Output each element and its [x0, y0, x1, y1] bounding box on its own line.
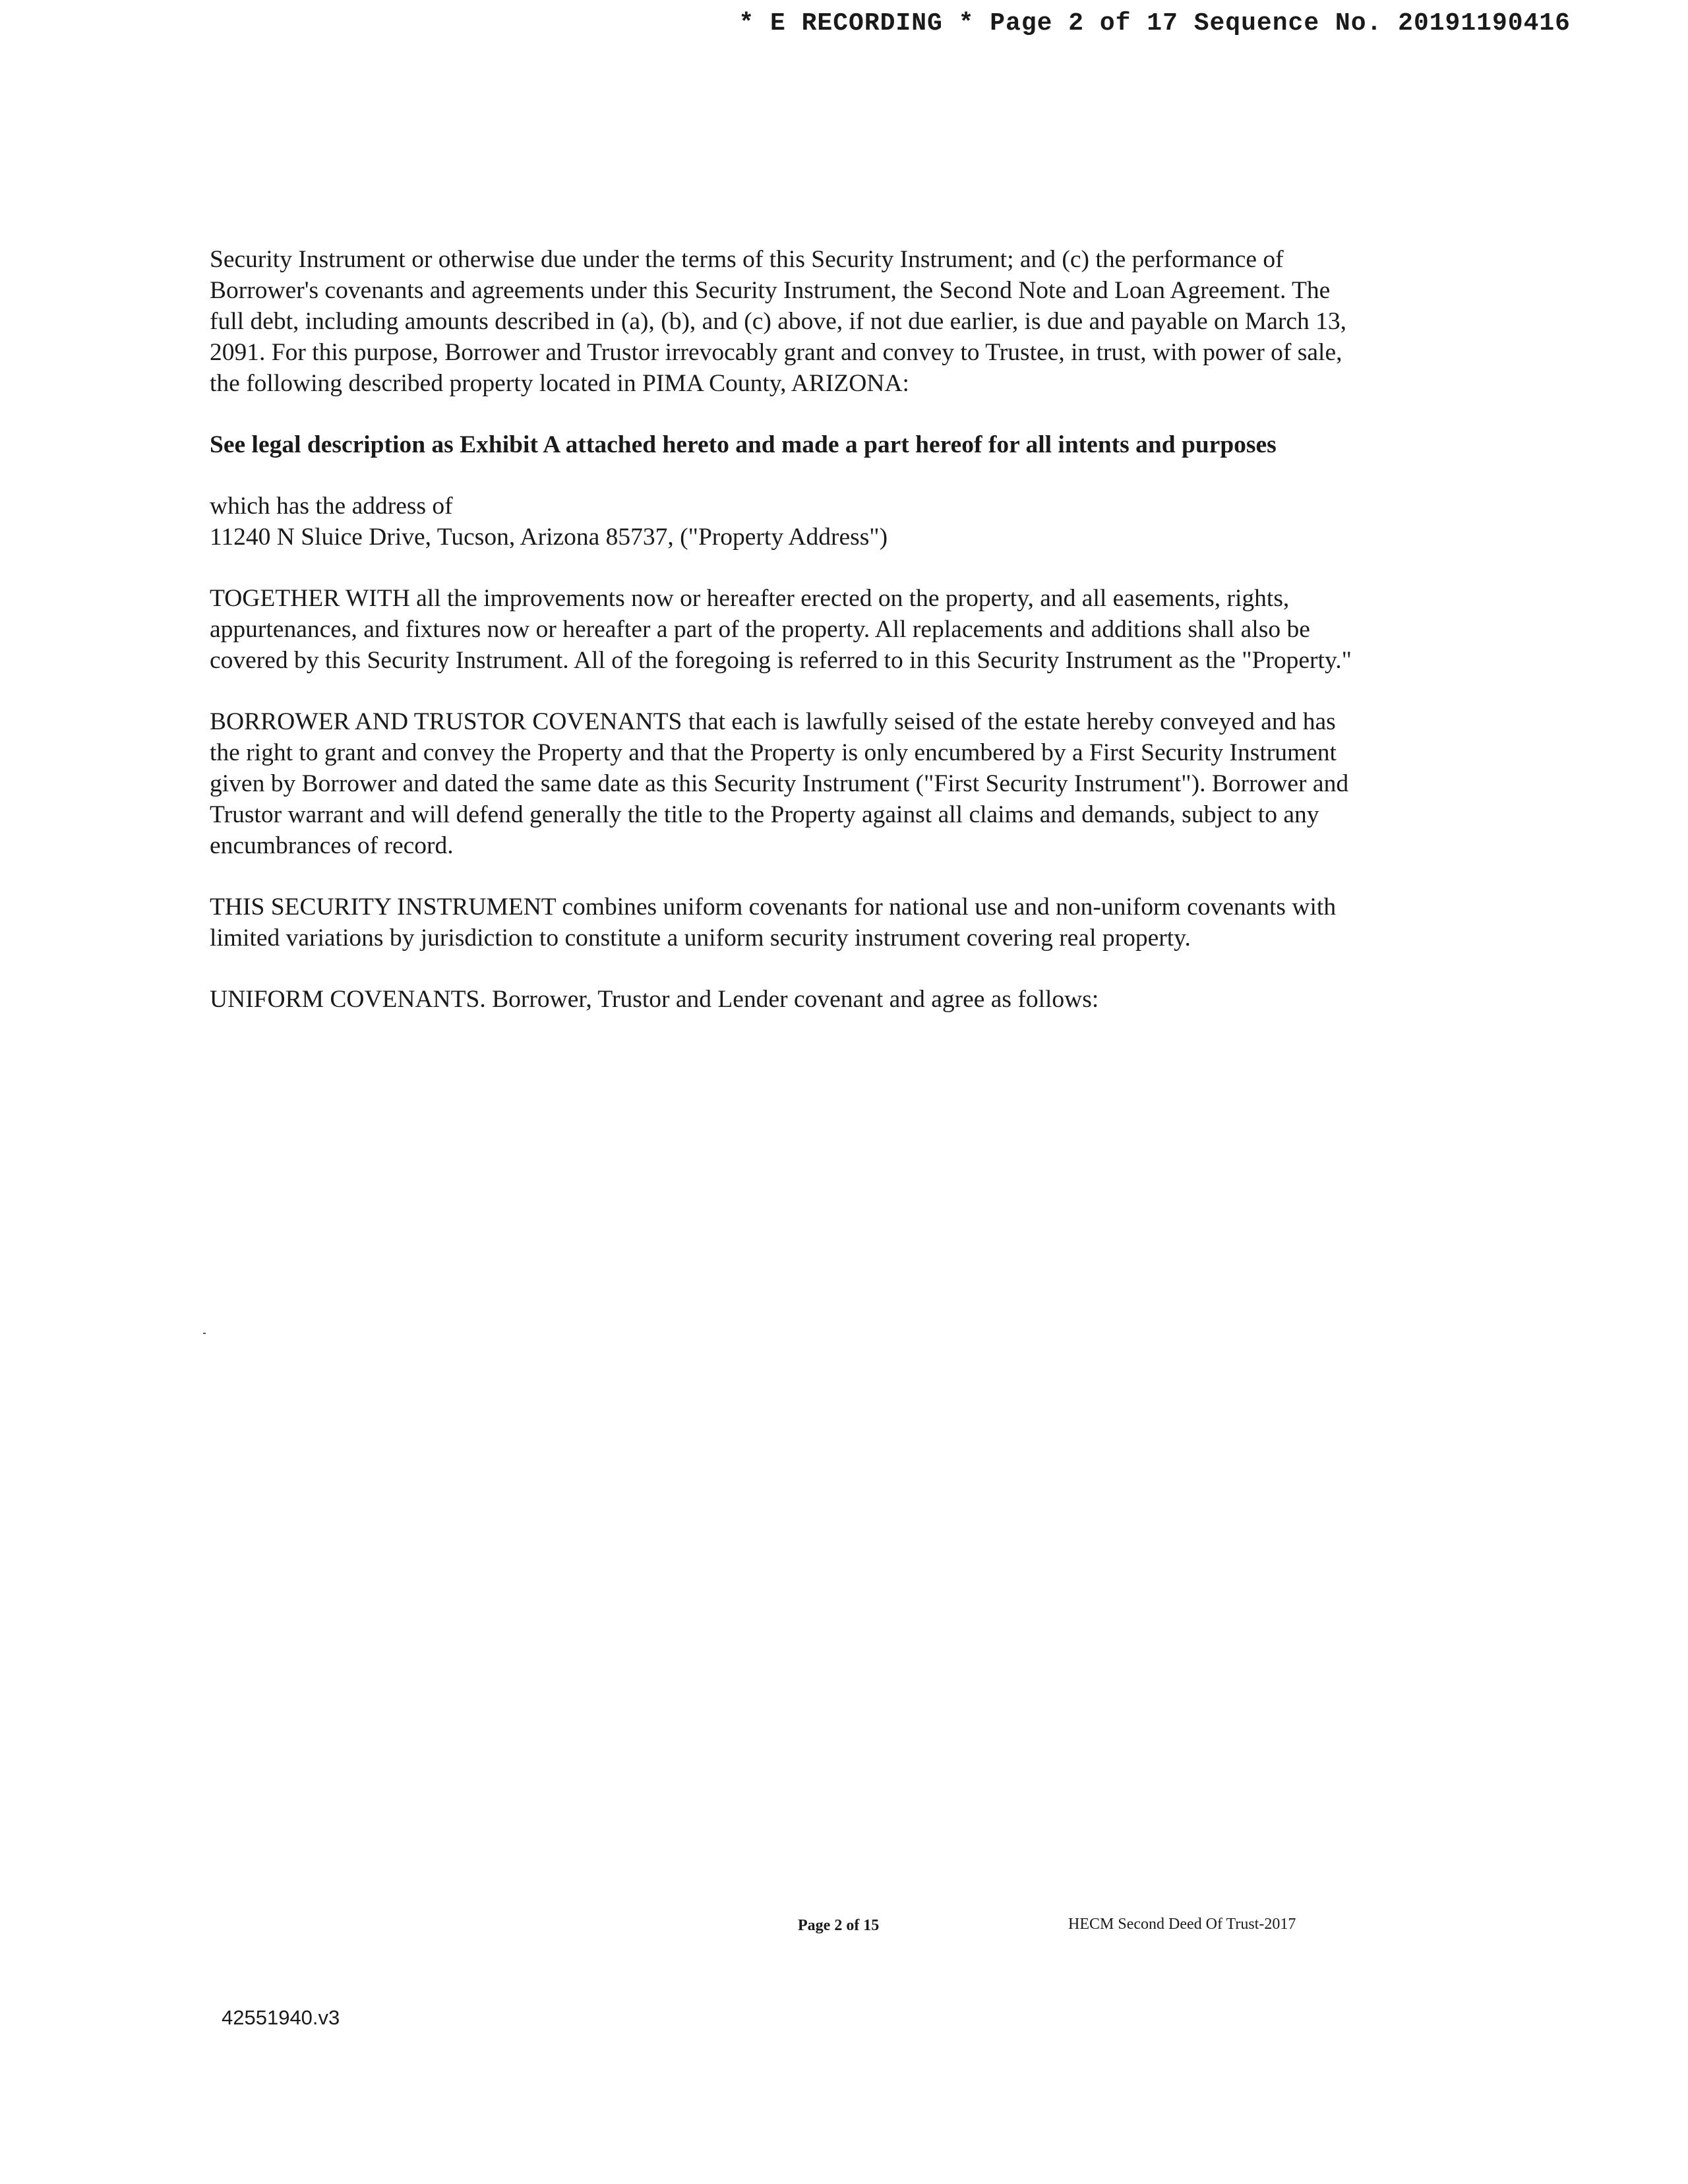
document-body [210, 244, 1370, 1045]
footer-form-name: HECM Second Deed Of Trust-2017 [1068, 1916, 1296, 1933]
paragraph-security-instrument: THIS SECURITY INSTRUMENT combines uniform covenants for national use and non-uniform covenants with limited variations by jurisdiction to constitute a uniform security instrument covering real property. [210, 894, 1337, 952]
recording-banner: * E RECORDING * Page 2 of 17 Sequence No. 20191190416 [738, 9, 1571, 38]
property-address: 11240 N Sluice Drive, Tucson, Arizona 85737, ("Property Address") [210, 524, 888, 551]
scan-speck [203, 1333, 206, 1334]
paragraph-debt-terms: Security Instrument or otherwise due under the terms of this Security Instrument; and (c) the performance of Borrower's covenants and agreements under this Security Instrument, the Second Note and Loan Agreement. The full debt, including amounts described in (a), (b), and (c) above, if not due earlier, is due and payable on March 13, 2091. For this purpose, Borrower and Trustor irrevocably grant and convey to Trustee, in trust, with power of sale, the following described property located in PIMA County, ARIZONA: [210, 246, 1346, 397]
address-intro: which has the address of [210, 493, 453, 520]
paragraph-borrower-covenants: BORROWER AND TRUSTOR COVENANTS that each is lawfully seised of the estate hereby conveyed and has the right to grant and convey the Property and that the Property is only encumbered by a First Security Instrument given by Borrower and dated the same date as this Security Instrument ("First Security Instrument"). Borrower and Trustor warrant and will defend generally the title to the Property against all claims and demands, subject to any encumbrances of record. [210, 708, 1349, 859]
footer-page-number: Page 2 of 15 [798, 1917, 880, 1934]
legal-description-reference: See legal description as Exhibit A attached hereto and made a part hereof for all intents and purposes [210, 431, 1277, 458]
property-address-block [210, 491, 1370, 553]
document-id: 42551940.v3 [222, 2006, 340, 2029]
paragraph-together-with: TOGETHER WITH all the improvements now or hereafter erected on the property, and all easements, rights, appurtenances, and fixtures now or hereafter a part of the property. All replacements and additions shall also be covered by this Security Instrument. All of the foregoing is referred to in this Security Instrument as the "Property." [210, 585, 1352, 674]
paragraph-uniform-covenants: UNIFORM COVENANTS. Borrower, Trustor and Lender covenant and agree as follows: [210, 986, 1099, 1013]
